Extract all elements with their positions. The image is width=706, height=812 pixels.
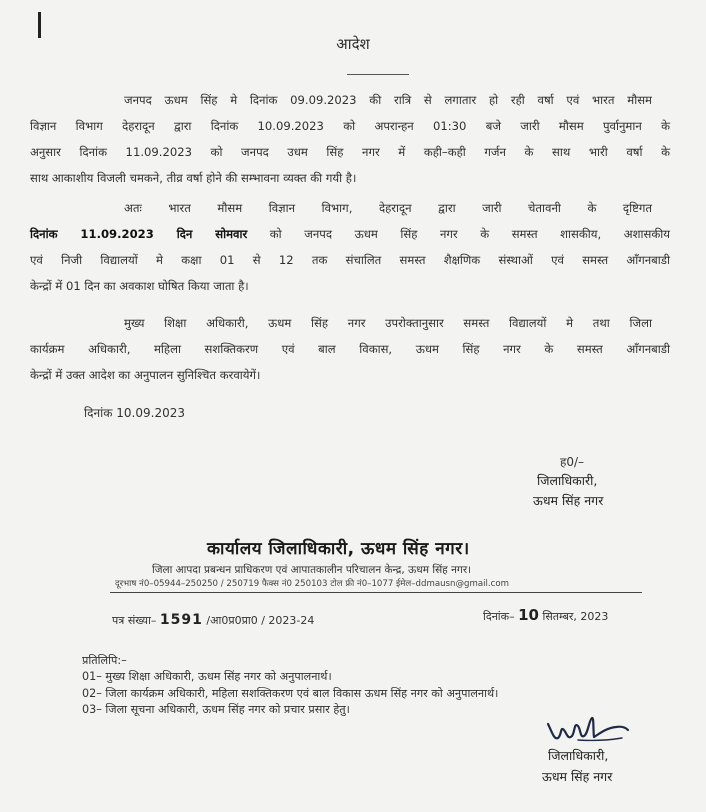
office-divider <box>110 592 642 593</box>
handwritten-signature <box>544 710 634 750</box>
office-title: कार्यालय जिलाधिकारी, ऊधम सिंह नगर। <box>207 539 470 559</box>
signatory-designation: जिलाधिकारी, <box>537 473 598 488</box>
paragraph-1 <box>30 87 670 191</box>
letter-date-label: दिनांक– <box>483 610 515 623</box>
signatory-place: ऊधम सिंह नगर <box>533 493 604 508</box>
paragraph-2-line: केन्द्रों में 01 दिन का अवकाश घोषित किया जाता है। <box>30 279 249 293</box>
copy-to-item: 03– जिला सूचना अधिकारी, ऊधम सिंह नगर को प्रचार प्रसार हेतु। <box>82 703 350 716</box>
office-subtitle: जिला आपदा प्रबन्धन प्राधिकरण एवं आपातकालीन परिचालन केन्द्र, ऊधम सिंह नगर। <box>152 564 472 576</box>
signatory-designation-2: जिलाधिकारी, <box>548 748 609 763</box>
letter-number-label: पत्र संख्या– <box>112 614 157 627</box>
paragraph-2-line <box>30 221 670 247</box>
paragraph-2-line: अतः भारत मौसम विज्ञान विभाग, देहरादून द्वारा जारी चेतावनी के दृष्टिगत <box>124 201 652 215</box>
paragraph-3 <box>30 310 670 388</box>
paragraph-2-line-rest: को जनपद ऊधम सिंह नगर के समस्त शासकीय, अशासकीय <box>247 227 671 241</box>
paragraph-1-line: जनपद ऊधम सिंह मे दिनांक 09.09.2023 की रात्रि से लगातार हो रही वर्षा एवं भारत मौसम <box>124 93 652 107</box>
paragraph-1-line: साथ आकाशीय विजली चमकने, तीव्र वर्षा होने की सम्भावना व्यक्त की गयी है। <box>30 171 357 185</box>
order-title: आदेश <box>336 35 370 53</box>
copy-to-heading: प्रतिलिपि:– <box>82 654 127 667</box>
letter-number <box>112 612 314 628</box>
paragraph-2-line: एवं निजी विद्यालयों मे कक्षा 01 से 12 तक संचालित समस्त शैक्षणिक संस्थाओं एवं समस्त आँगनबाडी <box>30 253 670 267</box>
paragraph-3-line: कार्यक्रम अधिकारी, महिला सशक्तिकरण एवं बाल विकास, ऊधम सिंह नगर के समस्त आँगनबाडी <box>30 342 670 356</box>
letter-date-day: 10 <box>518 606 539 624</box>
paragraph-3-line: केन्द्रों में उक्त आदेश का अनुपालन सुनिश्चित करवायेगें। <box>30 368 261 382</box>
signed-mark: ह0/– <box>560 455 585 469</box>
letter-date <box>483 606 608 624</box>
letter-date-rest: सितम्बर, 2023 <box>542 610 609 623</box>
copy-to-item: 02– जिला कार्यक्रम अधिकारी, महिला सशक्तिकरण एवं बाल विकास ऊधम सिंह नगर को अनुपालनार्थ। <box>82 687 499 700</box>
paragraph-2 <box>30 195 671 299</box>
letter-number-suffix: /आ0प्र0प्रा0 / 2023-24 <box>206 614 315 627</box>
order-date: दिनांक 10.09.2023 <box>84 406 185 420</box>
office-contact: दूरभाष नं0–05944–250250 / 250719 फैक्स नं0 250103 टोल फ्री नं0–1077 ईमेल–ddmausn@gmail.com <box>115 579 510 589</box>
holiday-date-highlight: दिनांक 11.09.2023 दिन सोमवार <box>30 227 248 241</box>
letter-number-value: 1591 <box>159 612 203 628</box>
title-underline <box>347 74 409 75</box>
signatory-place-2: ऊधम सिंह नगर <box>542 769 613 784</box>
paragraph-1-line: अनुसार दिनांक 11.09.2023 को जनपद उधम सिंह नगर में कही–कही गर्जन के साथ भारी वर्षा के <box>30 145 670 159</box>
paragraph-3-line: मुख्य शिक्षा अधिकारी, ऊधम सिंह नगर उपरोक्तानुसार समस्त विद्यालयों मे तथा जिला <box>124 316 652 330</box>
copy-to-item: 01– मुख्य शिक्षा अधिकारी, ऊधम सिंह नगर को अनुपालनार्थ। <box>82 670 332 683</box>
paragraph-1-line: विज्ञान विभाग देहरादून द्वारा दिनांक 10.09.2023 को अपरान्हन 01:30 बजे जारी मौसम पुर्वानुमान के <box>30 119 670 133</box>
